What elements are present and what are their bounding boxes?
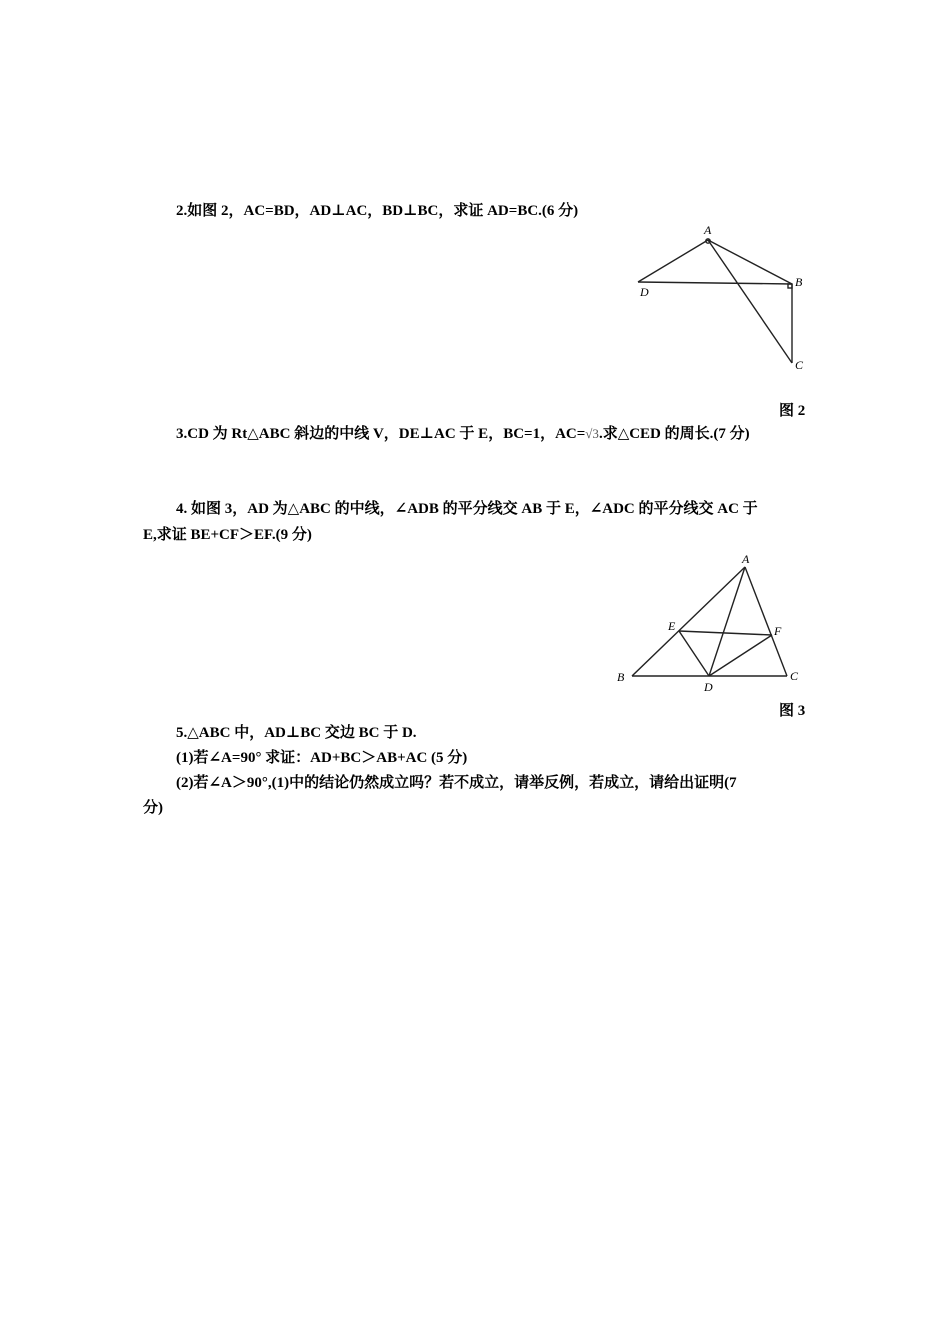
- sqrt-3: √3: [585, 426, 599, 441]
- problem-2-text: 2.如图 2，AC=BD，AD⊥AC，BD⊥BC，求证 AD=BC.(6 分): [176, 203, 579, 219]
- problem-3-text-before: 3.CD 为 Rt△ABC 斜边的中线 V，DE⊥AC 于 E，BC=1，AC=: [176, 426, 586, 442]
- segment-AC: [708, 240, 792, 363]
- label-E: E: [668, 619, 676, 633]
- problem-4-line-1: 4. 如图 3，AD 为△ABC 的中线，∠ADB 的平分线交 AB 于 E，∠ADC 的平分线交 AC 于: [176, 501, 758, 517]
- problem-4-line-2: E,求证 BE+CF＞EF.(9 分): [143, 527, 312, 543]
- label-B: B: [795, 275, 803, 289]
- figure-3-caption: 图 3: [779, 703, 806, 719]
- label-A: A: [742, 552, 750, 566]
- problem-5-part-1: (1)若∠A=90° 求证：AD+BC＞AB+AC (5 分): [176, 750, 468, 766]
- problem-3-text: [176, 424, 750, 444]
- segment-EF: [679, 631, 772, 635]
- label-D: D: [640, 285, 649, 299]
- segment-AB: [632, 567, 745, 676]
- problem-3-text-after: .求△CED 的周长.(7 分): [598, 426, 750, 442]
- segment-AB: [708, 240, 792, 284]
- label-F: F: [774, 624, 782, 638]
- figure-2-caption: 图 2: [779, 403, 806, 419]
- problem-5-part-2-line-1: (2)若∠A＞90°,(1)中的结论仍然成立吗？若不成立，请举反例，若成立，请给出证明(7: [176, 775, 737, 791]
- segment-FD: [709, 635, 772, 676]
- segment-ED: [679, 631, 709, 676]
- segment-DB: [638, 282, 792, 284]
- segment-AD: [638, 240, 708, 282]
- label-C: C: [790, 669, 799, 683]
- problem-5-part-2-line-2: 分): [143, 800, 163, 816]
- segment-AC: [745, 567, 787, 676]
- label-C: C: [795, 358, 804, 372]
- figure-2: [630, 220, 820, 380]
- problem-5-text: 5.△ABC 中，AD⊥BC 交边 BC 于 D.: [176, 725, 417, 741]
- label-A: A: [704, 223, 712, 237]
- label-B: B: [617, 670, 625, 684]
- figure-3: [612, 550, 812, 695]
- right-angle-mark-B: [788, 284, 792, 288]
- segment-AD: [709, 567, 745, 676]
- label-D: D: [704, 680, 713, 694]
